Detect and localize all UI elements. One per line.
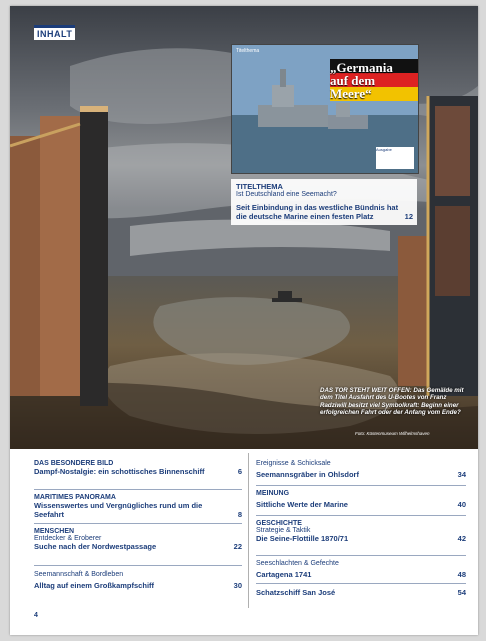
toc-title-text: Schatzschiff San José [256, 588, 336, 597]
toc-title [34, 542, 242, 551]
cover-kicker: Titelthema [236, 48, 260, 54]
toc-page: 34 [457, 470, 466, 479]
toc-page: 22 [233, 542, 242, 551]
toc-title-text: Dampf-Nostalgie: ein schottisches Binnenschiff [34, 467, 205, 476]
toc-page: 6 [237, 467, 242, 476]
toc-section-head: MARITIMES PANORAMA [34, 494, 116, 501]
toc-section-head: DAS BESONDERE BILD [34, 460, 114, 467]
toc-section-head: MENSCHEN [34, 528, 75, 535]
toc-rule [256, 583, 466, 584]
titelthema-box[interactable] [231, 179, 417, 225]
toc-title [256, 470, 466, 479]
toc-rule [34, 565, 242, 566]
titelthema-text: Seit Einbindung in das westliche Bündnis hat die deutsche Marine einen festen Platz [236, 203, 399, 221]
magazine-page [10, 6, 478, 635]
toc-entry[interactable] [34, 494, 242, 519]
toc-subhead: Strategie & Taktik [256, 527, 311, 534]
toc-subhead: Entdecker & Eroberer [34, 535, 102, 542]
toc-title-text: Die Seine-Flottille 1870/71 [256, 534, 349, 543]
toc-entry[interactable] [34, 528, 242, 551]
toc-section-head: MEINUNG [256, 490, 290, 497]
photo-credit: Foto: Küstenmuseum Wilhelmshaven [355, 431, 430, 436]
painting-caption: DAS TOR STEHT WEIT OFFEN: Das Gemälde mit dem Titel Ausfahrt des U-Bootes von Franz Radziwill besitzt viel Symbolkraft: Beginn einer erfolgreichen Fahrt oder der Anfang vom Ende? [320, 387, 464, 417]
toc-title [34, 581, 242, 590]
toc-page: 8 [237, 510, 242, 519]
toc-entry[interactable] [256, 520, 466, 543]
toc-entry[interactable] [34, 460, 242, 476]
section-tag: INHALT [34, 25, 75, 40]
toc-title-text: Wissenswertes und Vergnügliches rund um die Seefahrt [34, 501, 203, 519]
cover-badge [376, 147, 414, 169]
toc-entry[interactable] [256, 560, 466, 579]
toc-rule [256, 555, 466, 556]
toc-page: 42 [457, 534, 466, 543]
toc-title [256, 588, 466, 597]
toc-subhead: Ereignisse & Schicksale [256, 460, 331, 467]
toc-title [256, 534, 466, 543]
toc-title-text: Seemannsgräber in Ohlsdorf [256, 470, 359, 479]
table-of-contents [10, 452, 478, 635]
toc-rule [34, 523, 242, 524]
page-number: 4 [34, 612, 38, 619]
toc-section-head: GESCHICHTE [256, 520, 302, 527]
titelthema-label: TITELTHEMA [236, 182, 283, 191]
toc-entry[interactable] [256, 490, 466, 509]
cover-badge-label: Ausgabe [376, 147, 392, 152]
toc-entry[interactable] [256, 460, 466, 479]
left-gate-tower [10, 106, 108, 406]
toc-subhead: Seeschlachten & Gefechte [256, 560, 339, 567]
toc-title-text: Cartagena 1741 [256, 570, 312, 579]
toc-page: 40 [457, 500, 466, 509]
toc-rule [256, 485, 466, 486]
toc-page: 30 [233, 581, 242, 590]
magazine-cover-thumbnail[interactable] [231, 44, 419, 174]
toc-subhead: Seemannschaft & Bordleben [34, 571, 124, 578]
cover-title: „Germania auf dem Meere“ [330, 60, 393, 101]
toc-title-text: Suche nach der Nordwestpassage [34, 542, 157, 551]
toc-title-text: Sittliche Werte der Marine [256, 500, 348, 509]
column-divider [248, 453, 249, 608]
toc-entry[interactable] [256, 588, 466, 597]
toc-title [34, 467, 242, 476]
toc-title-text: Alltag auf einem Großkampfschiff [34, 581, 155, 590]
toc-entry[interactable] [34, 571, 242, 590]
toc-title [256, 500, 466, 509]
toc-rule [256, 515, 466, 516]
toc-page: 54 [457, 588, 466, 597]
toc-title [256, 570, 466, 579]
toc-title [34, 501, 242, 519]
titelthema-question: Ist Deutschland eine Seemacht? [236, 191, 337, 198]
toc-page: 48 [457, 570, 466, 579]
titelthema-page: 12 [404, 212, 413, 221]
toc-rule [34, 489, 242, 490]
